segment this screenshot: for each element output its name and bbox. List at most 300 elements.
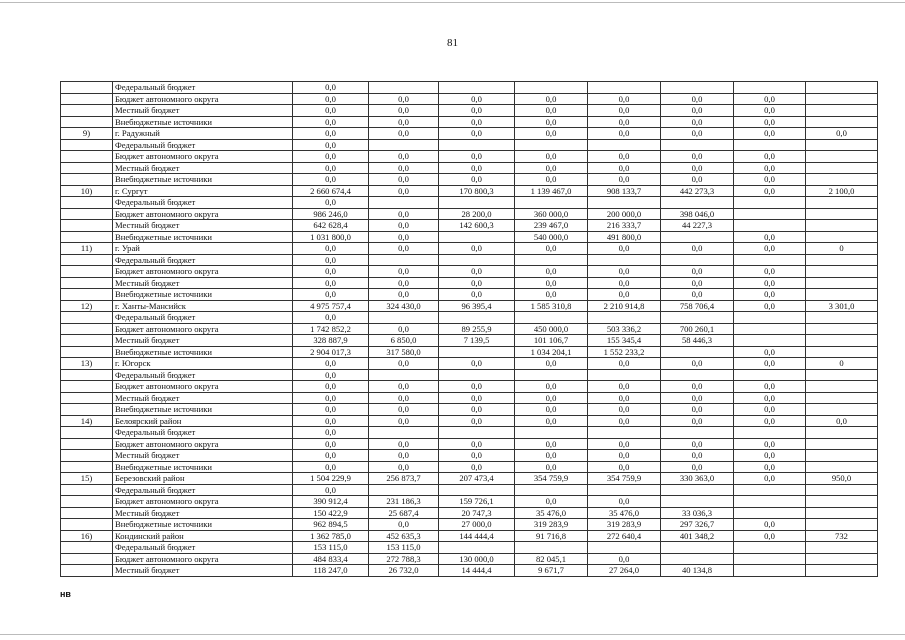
row-index-cell xyxy=(61,542,113,554)
table-row xyxy=(61,185,878,197)
value-cell: 0,0 xyxy=(734,185,806,197)
value-cell xyxy=(515,484,588,496)
row-index-cell xyxy=(61,277,113,289)
value-cell: 0,0 xyxy=(293,197,369,209)
value-cell: 0,0 xyxy=(293,438,369,450)
value-cell xyxy=(515,542,588,554)
table-row xyxy=(61,174,878,186)
value-cell xyxy=(369,197,439,209)
value-cell: 328 887,9 xyxy=(293,335,369,347)
row-label-cell: Внебюджетные источники xyxy=(113,174,293,186)
table-row xyxy=(61,231,878,243)
value-cell: 0,0 xyxy=(734,415,806,427)
row-index-cell: 13) xyxy=(61,358,113,370)
value-cell: 0,0 xyxy=(734,392,806,404)
value-cell: 1 552 233,2 xyxy=(588,346,661,358)
value-cell: 0,0 xyxy=(515,438,588,450)
value-cell: 0,0 xyxy=(515,174,588,186)
value-cell xyxy=(588,369,661,381)
value-cell xyxy=(661,346,734,358)
row-label-cell: г. Радужный xyxy=(113,128,293,140)
value-cell xyxy=(734,369,806,381)
value-cell: 0,0 xyxy=(734,93,806,105)
value-cell xyxy=(369,484,439,496)
value-cell: 4 975 757,4 xyxy=(293,300,369,312)
table-row xyxy=(61,151,878,163)
value-cell xyxy=(515,82,588,94)
value-cell: 0,0 xyxy=(293,277,369,289)
value-cell: 0,0 xyxy=(588,404,661,416)
value-cell: 0,0 xyxy=(588,266,661,278)
value-cell: 0,0 xyxy=(661,277,734,289)
table-row xyxy=(61,82,878,94)
value-cell xyxy=(439,312,515,324)
value-cell: 0,0 xyxy=(293,450,369,462)
value-cell xyxy=(369,312,439,324)
value-cell: 700 260,1 xyxy=(661,323,734,335)
value-cell: 0,0 xyxy=(369,231,439,243)
value-cell xyxy=(588,542,661,554)
footer-mark: нв xyxy=(60,589,71,599)
row-index-cell xyxy=(61,450,113,462)
row-index-cell: 10) xyxy=(61,185,113,197)
value-cell: 0,0 xyxy=(293,415,369,427)
value-cell xyxy=(588,139,661,151)
value-cell: 0,0 xyxy=(515,461,588,473)
value-cell: 27 000,0 xyxy=(439,519,515,531)
value-cell xyxy=(661,82,734,94)
value-cell: 0,0 xyxy=(806,415,878,427)
value-cell: 1 504 229,9 xyxy=(293,473,369,485)
value-cell: 0,0 xyxy=(369,404,439,416)
value-cell: 0,0 xyxy=(293,139,369,151)
row-index-cell xyxy=(61,231,113,243)
value-cell: 986 246,0 xyxy=(293,208,369,220)
value-cell: 1 031 800,0 xyxy=(293,231,369,243)
value-cell: 0,0 xyxy=(369,519,439,531)
value-cell: 231 186,3 xyxy=(369,496,439,508)
row-label-cell: Бюджет автономного округа xyxy=(113,381,293,393)
row-label-cell: Местный бюджет xyxy=(113,335,293,347)
value-cell: 0,0 xyxy=(588,392,661,404)
table-row xyxy=(61,565,878,577)
value-cell: 0,0 xyxy=(293,312,369,324)
value-cell: 758 706,4 xyxy=(661,300,734,312)
row-index-cell xyxy=(61,369,113,381)
value-cell xyxy=(661,197,734,209)
value-cell: 0,0 xyxy=(369,381,439,393)
value-cell: 330 363,0 xyxy=(661,473,734,485)
table-row xyxy=(61,530,878,542)
table-row xyxy=(61,208,878,220)
row-index-cell xyxy=(61,438,113,450)
row-index-cell xyxy=(61,427,113,439)
value-cell: 0,0 xyxy=(369,266,439,278)
value-cell: 0,0 xyxy=(734,404,806,416)
value-cell xyxy=(806,507,878,519)
value-cell xyxy=(661,254,734,266)
row-index-cell xyxy=(61,392,113,404)
value-cell: 0,0 xyxy=(588,93,661,105)
value-cell: 319 283,9 xyxy=(588,519,661,531)
value-cell: 256 873,7 xyxy=(369,473,439,485)
value-cell xyxy=(515,254,588,266)
value-cell: 0,0 xyxy=(661,289,734,301)
row-index-cell xyxy=(61,197,113,209)
value-cell: 0,0 xyxy=(588,151,661,163)
value-cell: 0,0 xyxy=(369,208,439,220)
table-row xyxy=(61,289,878,301)
value-cell: 40 134,8 xyxy=(661,565,734,577)
table-row xyxy=(61,300,878,312)
value-cell xyxy=(806,450,878,462)
value-cell: 0,0 xyxy=(734,438,806,450)
value-cell: 0 xyxy=(806,243,878,255)
value-cell xyxy=(439,82,515,94)
value-cell: 0,0 xyxy=(661,116,734,128)
table-row xyxy=(61,404,878,416)
table-row xyxy=(61,358,878,370)
value-cell xyxy=(588,197,661,209)
value-cell xyxy=(734,197,806,209)
value-cell xyxy=(806,323,878,335)
row-label-cell: Березовский район xyxy=(113,473,293,485)
value-cell: 44 227,3 xyxy=(661,220,734,232)
table-row xyxy=(61,139,878,151)
value-cell xyxy=(734,82,806,94)
value-cell: 144 444,4 xyxy=(439,530,515,542)
row-label-cell: г. Сургут xyxy=(113,185,293,197)
value-cell xyxy=(661,542,734,554)
value-cell xyxy=(806,542,878,554)
row-label-cell: Местный бюджет xyxy=(113,565,293,577)
scan-edge-top xyxy=(0,2,905,3)
value-cell: 0,0 xyxy=(293,151,369,163)
value-cell: 0,0 xyxy=(588,461,661,473)
value-cell xyxy=(806,266,878,278)
value-cell: 0,0 xyxy=(439,128,515,140)
value-cell: 239 467,0 xyxy=(515,220,588,232)
value-cell xyxy=(439,484,515,496)
value-cell: 0,0 xyxy=(661,392,734,404)
table-row xyxy=(61,128,878,140)
table-row xyxy=(61,197,878,209)
row-index-cell xyxy=(61,82,113,94)
row-label-cell: Бюджет автономного округа xyxy=(113,496,293,508)
value-cell: 0,0 xyxy=(734,530,806,542)
value-cell xyxy=(806,277,878,289)
value-cell xyxy=(661,484,734,496)
row-index-cell xyxy=(61,335,113,347)
value-cell: 0,0 xyxy=(588,496,661,508)
value-cell: 0,0 xyxy=(293,266,369,278)
value-cell: 1 362 785,0 xyxy=(293,530,369,542)
value-cell: 7 139,5 xyxy=(439,335,515,347)
value-cell xyxy=(734,496,806,508)
value-cell: 0,0 xyxy=(661,358,734,370)
row-index-cell xyxy=(61,519,113,531)
value-cell: 0,0 xyxy=(588,243,661,255)
table-row xyxy=(61,266,878,278)
value-cell xyxy=(806,289,878,301)
value-cell: 35 476,0 xyxy=(515,507,588,519)
value-cell xyxy=(661,231,734,243)
value-cell: 6 850,0 xyxy=(369,335,439,347)
value-cell: 0,0 xyxy=(588,105,661,117)
value-cell: 0,0 xyxy=(439,174,515,186)
value-cell: 324 430,0 xyxy=(369,300,439,312)
table-row xyxy=(61,243,878,255)
row-label-cell: Местный бюджет xyxy=(113,105,293,117)
value-cell xyxy=(588,484,661,496)
value-cell: 0,0 xyxy=(369,105,439,117)
row-label-cell: Федеральный бюджет xyxy=(113,484,293,496)
value-cell: 0,0 xyxy=(515,151,588,163)
row-label-cell: Местный бюджет xyxy=(113,450,293,462)
row-label-cell: Внебюджетные источники xyxy=(113,231,293,243)
value-cell xyxy=(734,254,806,266)
table-row xyxy=(61,93,878,105)
value-cell xyxy=(806,565,878,577)
value-cell: 0,0 xyxy=(293,116,369,128)
row-label-cell: г. Урай xyxy=(113,243,293,255)
row-label-cell: Федеральный бюджет xyxy=(113,542,293,554)
value-cell xyxy=(806,369,878,381)
value-cell: 0,0 xyxy=(515,105,588,117)
value-cell xyxy=(806,82,878,94)
value-cell: 0,0 xyxy=(293,243,369,255)
value-cell xyxy=(661,312,734,324)
row-label-cell: Бюджет автономного округа xyxy=(113,93,293,105)
value-cell xyxy=(369,254,439,266)
value-cell: 130 000,0 xyxy=(439,553,515,565)
value-cell: 0,0 xyxy=(734,289,806,301)
value-cell: 0,0 xyxy=(734,105,806,117)
value-cell: 0,0 xyxy=(369,220,439,232)
value-cell: 962 894,5 xyxy=(293,519,369,531)
value-cell xyxy=(806,208,878,220)
row-index-cell xyxy=(61,323,113,335)
value-cell: 0,0 xyxy=(439,461,515,473)
table-row xyxy=(61,312,878,324)
row-index-cell xyxy=(61,404,113,416)
table-row xyxy=(61,507,878,519)
value-cell: 0,0 xyxy=(369,162,439,174)
row-label-cell: Федеральный бюджет xyxy=(113,254,293,266)
value-cell: 950,0 xyxy=(806,473,878,485)
row-label-cell: Федеральный бюджет xyxy=(113,312,293,324)
value-cell xyxy=(734,542,806,554)
value-cell: 0,0 xyxy=(293,82,369,94)
value-cell: 0,0 xyxy=(515,243,588,255)
value-cell: 354 759,9 xyxy=(515,473,588,485)
value-cell: 491 800,0 xyxy=(588,231,661,243)
value-cell: 0,0 xyxy=(369,277,439,289)
value-cell: 0,0 xyxy=(439,162,515,174)
value-cell xyxy=(439,254,515,266)
value-cell: 297 326,7 xyxy=(661,519,734,531)
value-cell: 0,0 xyxy=(439,415,515,427)
value-cell: 96 395,4 xyxy=(439,300,515,312)
value-cell: 0,0 xyxy=(439,438,515,450)
value-cell: 0,0 xyxy=(734,277,806,289)
value-cell: 452 635,3 xyxy=(369,530,439,542)
row-label-cell: Бюджет автономного округа xyxy=(113,266,293,278)
value-cell: 401 348,2 xyxy=(661,530,734,542)
value-cell xyxy=(806,220,878,232)
table-row xyxy=(61,484,878,496)
value-cell: 0,0 xyxy=(293,427,369,439)
row-label-cell: г. Ханты-Мансийск xyxy=(113,300,293,312)
value-cell xyxy=(734,208,806,220)
value-cell: 2 210 914,8 xyxy=(588,300,661,312)
value-cell: 0,0 xyxy=(369,243,439,255)
value-cell: 82 045,1 xyxy=(515,553,588,565)
value-cell xyxy=(661,427,734,439)
value-cell xyxy=(806,427,878,439)
value-cell: 0,0 xyxy=(515,266,588,278)
value-cell: 0,0 xyxy=(734,266,806,278)
value-cell xyxy=(734,553,806,565)
row-label-cell: Федеральный бюджет xyxy=(113,197,293,209)
value-cell: 28 200,0 xyxy=(439,208,515,220)
value-cell xyxy=(515,312,588,324)
value-cell: 0,0 xyxy=(293,93,369,105)
value-cell: 450 000,0 xyxy=(515,323,588,335)
value-cell: 0,0 xyxy=(515,415,588,427)
value-cell: 390 912,4 xyxy=(293,496,369,508)
row-index-cell xyxy=(61,220,113,232)
value-cell: 0,0 xyxy=(439,243,515,255)
value-cell: 20 747,3 xyxy=(439,507,515,519)
value-cell: 0,0 xyxy=(369,185,439,197)
row-index-cell xyxy=(61,381,113,393)
value-cell: 0,0 xyxy=(515,381,588,393)
row-label-cell: Белоярский район xyxy=(113,415,293,427)
value-cell: 0,0 xyxy=(369,438,439,450)
value-cell xyxy=(806,496,878,508)
value-cell: 360 000,0 xyxy=(515,208,588,220)
value-cell xyxy=(806,519,878,531)
value-cell: 0,0 xyxy=(293,162,369,174)
value-cell: 0,0 xyxy=(515,392,588,404)
value-cell: 0,0 xyxy=(588,277,661,289)
value-cell xyxy=(806,484,878,496)
value-cell: 0,0 xyxy=(588,174,661,186)
value-cell: 159 726,1 xyxy=(439,496,515,508)
row-label-cell: Местный бюджет xyxy=(113,277,293,289)
value-cell: 0,0 xyxy=(661,266,734,278)
value-cell: 0,0 xyxy=(515,496,588,508)
row-label-cell: Федеральный бюджет xyxy=(113,139,293,151)
value-cell: 642 628,4 xyxy=(293,220,369,232)
row-index-cell: 11) xyxy=(61,243,113,255)
value-cell: 354 759,9 xyxy=(588,473,661,485)
value-cell: 0,0 xyxy=(588,358,661,370)
row-index-cell: 14) xyxy=(61,415,113,427)
value-cell: 0,0 xyxy=(734,231,806,243)
value-cell xyxy=(369,369,439,381)
value-cell xyxy=(588,427,661,439)
value-cell: 484 833,4 xyxy=(293,553,369,565)
value-cell xyxy=(369,139,439,151)
value-cell xyxy=(661,369,734,381)
value-cell: 200 000,0 xyxy=(588,208,661,220)
value-cell: 0,0 xyxy=(369,358,439,370)
value-cell: 0,0 xyxy=(439,105,515,117)
value-cell xyxy=(588,82,661,94)
value-cell: 442 273,3 xyxy=(661,185,734,197)
value-cell: 0,0 xyxy=(734,151,806,163)
row-index-cell: 12) xyxy=(61,300,113,312)
value-cell: 2 660 674,4 xyxy=(293,185,369,197)
row-label-cell: Бюджет автономного округа xyxy=(113,553,293,565)
row-label-cell: Бюджет автономного округа xyxy=(113,323,293,335)
value-cell: 908 133,7 xyxy=(588,185,661,197)
table-row xyxy=(61,254,878,266)
value-cell: 0,0 xyxy=(588,128,661,140)
value-cell: 33 036,3 xyxy=(661,507,734,519)
value-cell: 118 247,0 xyxy=(293,565,369,577)
value-cell: 0,0 xyxy=(439,116,515,128)
value-cell xyxy=(734,312,806,324)
value-cell: 2 904 017,3 xyxy=(293,346,369,358)
row-index-cell xyxy=(61,507,113,519)
value-cell: 101 106,7 xyxy=(515,335,588,347)
value-cell: 216 333,7 xyxy=(588,220,661,232)
row-index-cell xyxy=(61,116,113,128)
value-cell xyxy=(515,197,588,209)
value-cell: 150 422,9 xyxy=(293,507,369,519)
value-cell xyxy=(806,162,878,174)
value-cell: 0,0 xyxy=(515,128,588,140)
table-row xyxy=(61,473,878,485)
row-index-cell xyxy=(61,484,113,496)
value-cell xyxy=(439,427,515,439)
row-index-cell xyxy=(61,151,113,163)
value-cell: 0,0 xyxy=(661,450,734,462)
value-cell xyxy=(515,369,588,381)
value-cell xyxy=(806,312,878,324)
value-cell: 0,0 xyxy=(293,105,369,117)
value-cell: 0,0 xyxy=(515,93,588,105)
value-cell: 25 687,4 xyxy=(369,507,439,519)
value-cell xyxy=(369,427,439,439)
value-cell: 0,0 xyxy=(369,93,439,105)
table-row xyxy=(61,105,878,117)
value-cell: 1 034 204,1 xyxy=(515,346,588,358)
value-cell: 0,0 xyxy=(734,346,806,358)
value-cell xyxy=(588,254,661,266)
value-cell: 0,0 xyxy=(293,174,369,186)
row-label-cell: Бюджет автономного округа xyxy=(113,208,293,220)
value-cell: 503 336,2 xyxy=(588,323,661,335)
value-cell: 0,0 xyxy=(734,381,806,393)
row-index-cell xyxy=(61,565,113,577)
row-label-cell: Местный бюджет xyxy=(113,507,293,519)
value-cell xyxy=(439,542,515,554)
row-label-cell: г. Югорск xyxy=(113,358,293,370)
value-cell xyxy=(806,93,878,105)
value-cell: 0,0 xyxy=(439,289,515,301)
table-row xyxy=(61,116,878,128)
value-cell xyxy=(515,427,588,439)
value-cell xyxy=(806,346,878,358)
value-cell: 0,0 xyxy=(734,300,806,312)
table-row xyxy=(61,323,878,335)
value-cell: 91 716,8 xyxy=(515,530,588,542)
table-row xyxy=(61,427,878,439)
